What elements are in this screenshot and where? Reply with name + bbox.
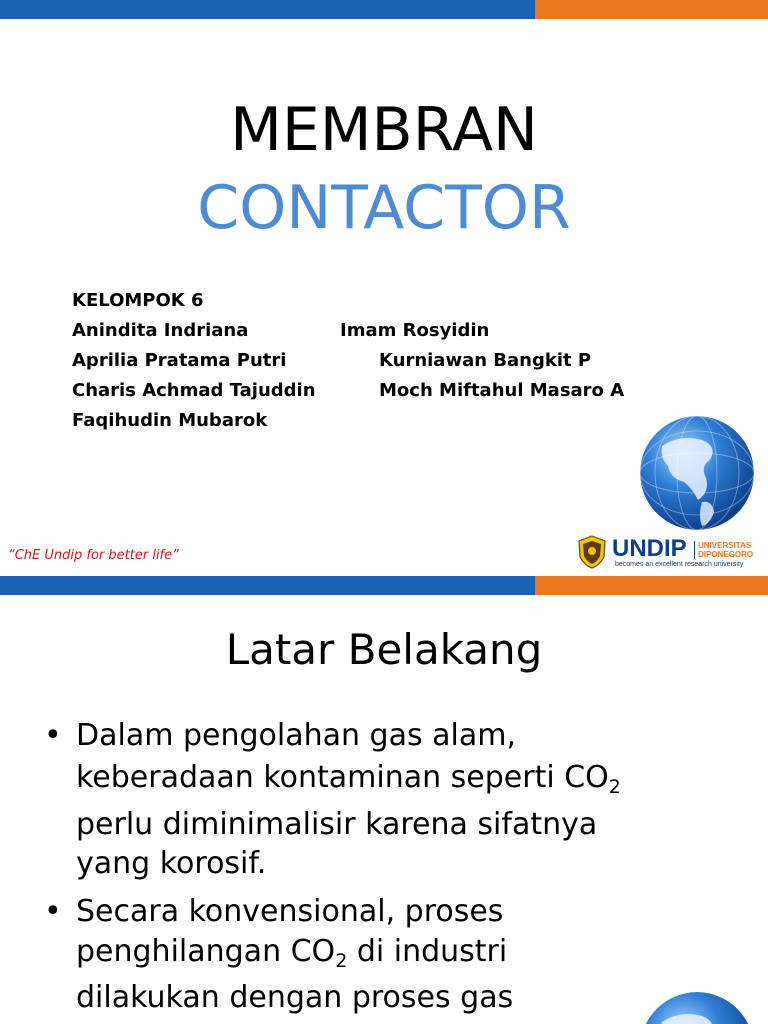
- bullet-line: dilakukan dengan proses gas: [76, 980, 514, 1015]
- title-contactor: CONTACTOR: [197, 173, 571, 243]
- bullet-text: di industri: [347, 934, 508, 969]
- content-slide: [0, 576, 768, 1024]
- bullet-line: Dalam pengolahan gas alam,: [76, 718, 516, 753]
- group-label: KELOMPOK 6: [72, 290, 204, 311]
- bullet-line: [76, 932, 507, 972]
- member-name: Aprilia Pratama Putri: [72, 350, 287, 371]
- bullet-text: penghilangan CO: [76, 934, 336, 969]
- member-name: Imam Rosyidin: [340, 320, 490, 341]
- member-name: Faqihudin Mubarok: [72, 410, 268, 431]
- member-name: Moch Miftahul Masaro A: [379, 380, 625, 401]
- undip-wordmark: UNDIP: [612, 535, 687, 562]
- top-accent-bar: [0, 576, 768, 595]
- top-accent-bar: [0, 0, 768, 19]
- member-name: Anindita Indriana: [72, 320, 249, 341]
- bullet-line: perlu diminimalisir karena sifatnya: [76, 807, 598, 842]
- bullet-icon: •: [44, 894, 62, 929]
- bullet-line: [76, 758, 621, 798]
- undip-side-line1: UNIVERSITAS: [698, 541, 752, 550]
- undip-side-line2: DIPONEGORO: [698, 550, 754, 559]
- slide-title: Latar Belakang: [225, 625, 543, 674]
- subscript-2: 2: [608, 776, 621, 798]
- bullet-icon: •: [44, 718, 62, 753]
- bullet-text: keberadaan kontaminan seperti CO: [76, 760, 609, 795]
- globe-icon: [640, 992, 754, 1024]
- undip-side-text: [694, 541, 753, 559]
- motto-text: “ChE Undip for better life”: [8, 548, 179, 563]
- undip-tagline: becomes an excellent research university: [615, 561, 744, 568]
- globe-icon: [640, 416, 754, 530]
- member-name: Charis Achmad Tajuddin: [72, 380, 316, 401]
- bullet-line: Secara konvensional, proses: [76, 894, 504, 929]
- undip-seal-icon: [577, 535, 607, 569]
- title-membran: MEMBRAN: [230, 95, 538, 165]
- undip-logo: [577, 533, 762, 573]
- bullet-line: yang korosif.: [76, 846, 267, 881]
- member-name: Kurniawan Bangkit P: [379, 350, 592, 371]
- subscript-2: 2: [335, 950, 348, 972]
